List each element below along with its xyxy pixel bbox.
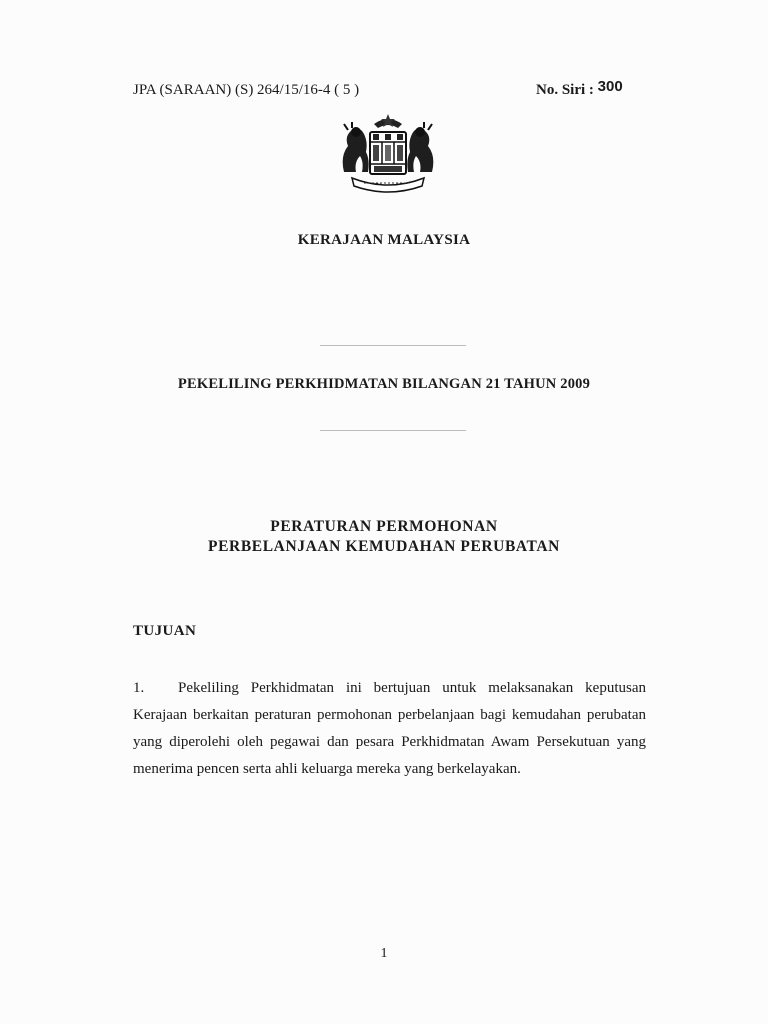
divider-top: [320, 345, 466, 346]
section-heading: TUJUAN: [133, 623, 197, 639]
paragraph-number: 1.: [133, 680, 145, 696]
document-title: [0, 517, 768, 557]
divider-bottom: [320, 430, 466, 431]
serial-label: No. Siri :: [536, 82, 594, 98]
paragraph: [133, 675, 646, 783]
title-line-2: PERBELANJAAN KEMUDAHAN PERUBATAN: [208, 538, 560, 555]
circular-number: PEKELILING PERKHIDMATAN BILANGAN 21 TAHUN 2009: [177, 376, 591, 392]
government-name: KERAJAAN MALAYSIA: [297, 232, 471, 248]
title-line-1: PERATURAN PERMOHONAN: [270, 518, 498, 535]
paragraph-text: Pekeliling Perkhidmatan ini bertujuan untuk melaksanakan keputusan Kerajaan berkaitan peraturan permohonan perbelanjaan bagi kemudahan perubatan yang diperolehi oleh pegawai dan pesara Perkhidmatan Awam Persekutuan yang menerima pencen serta ahli keluarga mereka yang berkelayakan.: [133, 680, 646, 777]
file-reference: JPA (SARAAN) (S) 264/15/16-4 ( 5 ): [133, 82, 360, 98]
malaysia-coat-of-arms-icon: [334, 112, 442, 194]
serial-value: 300: [597, 78, 623, 95]
serial-number: [536, 78, 623, 99]
page-number: 1: [380, 946, 388, 961]
